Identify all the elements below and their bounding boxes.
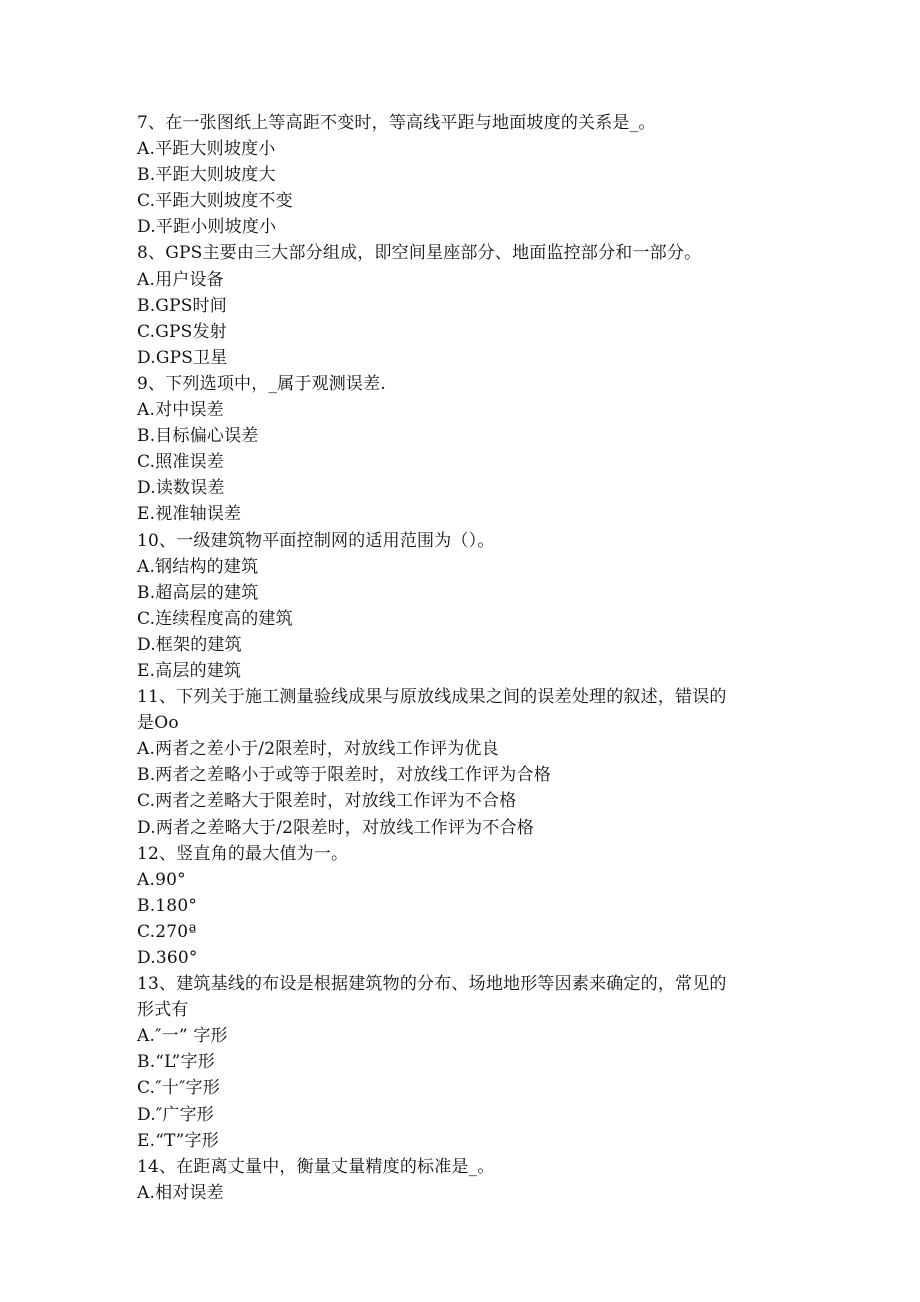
question-text: 13、建筑基线的布设是根据建筑物的分布、场地地形等因素来确定的，常见的: [137, 974, 727, 995]
answer-option: D.360°: [137, 948, 198, 968]
question-text: 9、下列选项中，_属于观测误差.: [137, 373, 386, 394]
question-block: [137, 971, 787, 1154]
document-body: [137, 110, 787, 1206]
answer-option: A.平距大则坡度小: [137, 139, 276, 160]
answer-option: B.目标偏心误差: [137, 426, 259, 447]
answer-option: C.两者之差略大于限差时，对放线工作评为不合格: [137, 791, 517, 812]
question-text: 是Oo: [137, 713, 179, 734]
question-text: 14、在距离丈量中，衡量丈量精度的标准是_。: [137, 1156, 495, 1177]
question-block: [137, 1154, 787, 1206]
question-text: 形式有: [137, 1000, 189, 1021]
question-block: [137, 240, 787, 370]
answer-option: A.钢结构的建筑: [137, 556, 259, 577]
question-block: [137, 110, 787, 240]
answer-option: E.视准轴误差: [137, 504, 242, 525]
answer-option: C.270ª: [137, 921, 197, 942]
question-text: 7、在一张图纸上等高距不变时，等高线平距与地面坡度的关系是_。: [137, 113, 656, 133]
answer-option: A.″一” 字形: [137, 1026, 228, 1047]
question-block: [137, 528, 787, 685]
question-text: 8、GPS主要由三大部分组成，即空间星座部分、地面监控部分和一部分。: [137, 243, 702, 264]
question-text: 11、下列关于施工测量验线成果与原放线成果之间的误差处理的叙述，错误的: [137, 687, 727, 708]
answer-option: D.″广字形: [137, 1104, 214, 1125]
answer-option: A.90°: [137, 869, 186, 890]
answer-option: E.高层的建筑: [137, 660, 242, 681]
question-block: [137, 371, 787, 528]
question-block: [137, 841, 787, 971]
answer-option: A.相对误差: [137, 1182, 224, 1203]
answer-option: C.照准误差: [137, 452, 225, 473]
answer-option: E.“T”字形: [137, 1130, 219, 1151]
answer-option: C.GPS发射: [137, 321, 227, 342]
answer-option: B.超高层的建筑: [137, 582, 259, 603]
answer-option: C.连续程度高的建筑: [137, 608, 293, 629]
answer-option: D.读数误差: [137, 478, 225, 499]
question-text: 12、竖直角的最大值为一。: [137, 843, 349, 864]
answer-option: D.平距小则坡度小: [137, 217, 277, 238]
answer-option: D.两者之差略大于/2限差时，对放线工作评为不合格: [137, 817, 534, 838]
answer-option: A.用户设备: [137, 269, 224, 290]
answer-option: A.两者之差小于/2限差时，对放线工作评为优良: [137, 739, 499, 760]
answer-option: D.GPS卫星: [137, 347, 228, 368]
answer-option: B.两者之差略小于或等于限差时，对放线工作评为合格: [137, 765, 551, 786]
question-block: [137, 684, 787, 841]
answer-option: A.对中误差: [137, 400, 224, 421]
answer-option: B.“L”字形: [137, 1052, 215, 1073]
answer-option: C.″十″字形: [137, 1078, 220, 1099]
answer-option: B.GPS时间: [137, 295, 227, 316]
answer-option: D.框架的建筑: [137, 634, 242, 655]
answer-option: C.平距大则坡度不变: [137, 191, 293, 212]
answer-option: B.平距大则坡度大: [137, 165, 276, 186]
question-text: 10、一级建筑物平面控制网的适用范围为（）。: [137, 530, 495, 551]
answer-option: B.180°: [137, 895, 198, 916]
